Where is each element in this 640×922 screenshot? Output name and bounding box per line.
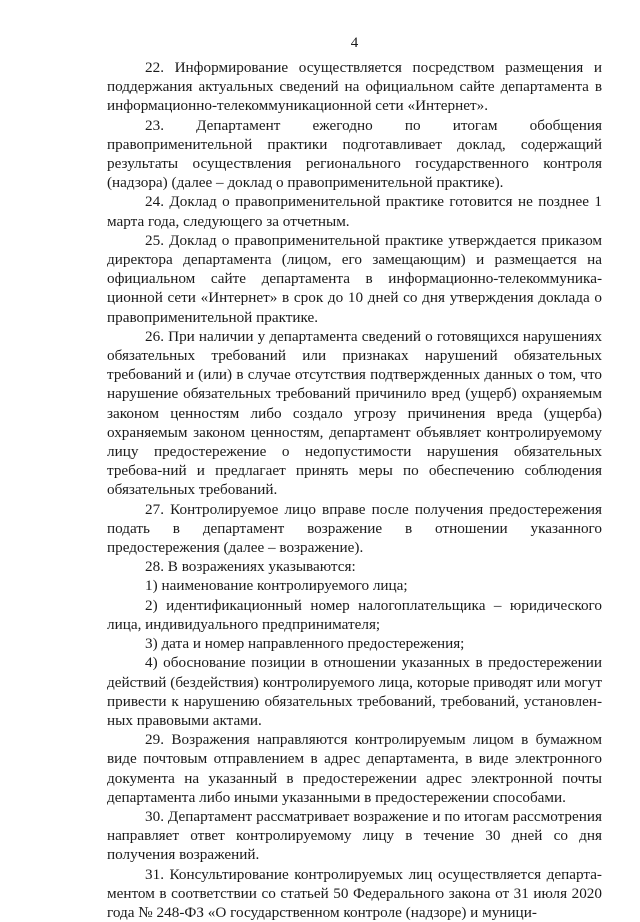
- document-page: [107, 34, 602, 922]
- paragraph-26: 26. При наличии у департамента сведений о готовящихся нарушениях обязательных требований или признаках нарушений обязательных требований и (или) в случае отсутствия подтвержденных данных о том, что нарушение обязательных требований причинило вред (ущерб) охраняемым законом ценностям либо создало угрозу причинения вреда (ущерба) охраняемым законом ценностям, департамент объявляет контролируемому лицу предостережение о недопустимости нарушения обязательных требова-ний и предлагает принять меры по обеспечению соблюдения обязательных требований.: [107, 327, 602, 499]
- paragraph-27: 27. Контролируемое лицо вправе после получения предостережения подать в департамент возражение в отношении указанного предостережения (далее – возражение).: [107, 500, 602, 557]
- list-item-3: 3) дата и номер направленного предостережения;: [145, 635, 465, 653]
- paragraph-22: 22. Информирование осуществляется посредством размещения и поддержания актуальных сведений на официальном сайте департамента в информационно-телекоммуникационной сети «Интернет».: [107, 59, 602, 115]
- paragraph-29: 29. Возражения направляются контролируемым лицом в бумажном виде почтовым отправлением в адрес департамента, в виде электронного документа на указанный в предостережении адрес электронной почты департамента либо иными указанными в предостережении способами.: [107, 731, 602, 806]
- paragraph-31: 31. Консультирование контролируемых лиц осуществляется департа-ментом в соответствии со статьей 50 Федерального закона от 31 июля 2020 года № 248-ФЗ «О государственном контроле (надзоре) и муници-: [107, 865, 602, 921]
- paragraph-25: 25. Доклад о правоприменительной практике утверждается приказом директора департамента (лицом, его замещающим) и размещается на официальном сайте департамента в информационно-телекоммуника-ционной сети «Интернет» в срок до 10 дней со дня утверждения доклада о правоприменительной практике.: [107, 231, 602, 326]
- paragraph-24: 24. Доклад о правоприменительной практике готовится не позднее 1 марта года, следующего за отчетным.: [107, 193, 602, 230]
- paragraph-30: 30. Департамент рассматривает возражение и по итогам рассмотрения направляет ответ контролируемому лицу в течение 30 дней со дня получения возражений.: [107, 807, 602, 864]
- paragraph-28: 28. В возражениях указываются:: [145, 558, 356, 576]
- paragraph-23: 23. Департамент ежегодно по итогам обобщения правоприменительной практики подготавливает доклад, содержащий результаты осуществления регионального государственного контроля (надзора) (далее – доклад о правоприменительной практике).: [107, 116, 602, 192]
- page-number: 4: [350, 35, 359, 51]
- list-item-2: 2) идентификационный номер налогоплательщика – юридического лица, индивидуального предпринимателя;: [107, 596, 602, 633]
- list-item-4: 4) обоснование позиции в отношении указанных в предостережении действий (бездействия) контролируемого лица, которые приводят или могут привести к нарушению обязательных требований, требований, установлен-ных правовыми актами.: [107, 654, 602, 729]
- list-item-1: 1) наименование контролируемого лица;: [145, 577, 408, 595]
